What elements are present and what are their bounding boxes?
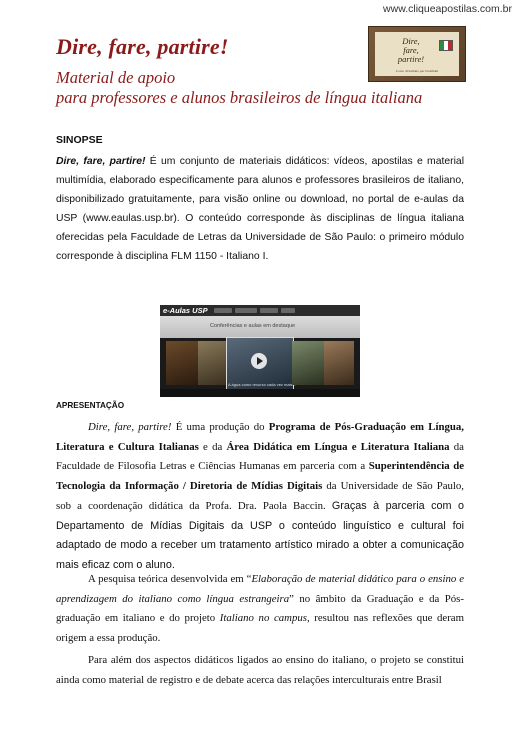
logo-line-2: fare, [403, 45, 419, 55]
sinopse-heading: SINOPSE [56, 134, 103, 146]
video-thumbnail[interactable] [166, 341, 200, 385]
play-icon[interactable] [251, 353, 267, 369]
p1-text: e da [198, 440, 227, 453]
p2-text: , resultou nas reflexões que deram origem a essa produção. [56, 612, 464, 645]
video-top-bar [160, 305, 360, 316]
p1-text: É uma produção do [171, 421, 269, 433]
p1-title-em: Dire, fare, partire! [88, 421, 172, 433]
apresentacao-paragraph-3: Para além dos aspectos didáticos ligados ao ensino do italiano, o projeto se constitui ainda como material de registro e de debate acerca das relações interculturais entre Brasil [56, 654, 464, 686]
apresentacao-paragraph-2 [56, 570, 464, 649]
logo-line-1: Dire, [402, 36, 420, 46]
video-caption: A água como recurso cada vez mais... [228, 382, 296, 387]
p1-text: da Faculdade de Filosofia Letras e Ciências Humanas em parceria com a [56, 440, 464, 473]
p1-area-name: Área Didática em Língua e Literatura Italiana [226, 440, 450, 453]
course-logo [368, 26, 466, 82]
italy-flag-icon [439, 40, 453, 51]
video-thumbnail[interactable] [198, 341, 226, 385]
p2-text: A pesquisa teórica desenvolvida em “ [88, 573, 252, 585]
logo-line-3: partire! [397, 54, 425, 64]
p1-parceria-text: Graças à parceria com o Departamento de Mídias Digitais da USP o conteúdo linguístico e cultural foi adaptado de modo a receber um tratamento artístico mirado a obter a comunicação mais eficaz com o aluno. [56, 499, 464, 571]
document-title: Dire, fare, partire! [56, 34, 229, 59]
subtitle-line-2: para professores e alunos brasileiros de língua italiana [56, 88, 423, 107]
apresentacao-heading: APRESENTAÇÃO [56, 401, 125, 410]
watermark: www.cliqueapostilas.com.br [383, 3, 512, 15]
video-thumbnail[interactable] [292, 341, 324, 385]
p2-research-title: Elaboração de material didático para o ensino e aprendizagem do italiano como língua estrangeira [56, 573, 464, 605]
sinopse-paragraph [56, 152, 464, 266]
video-banner-text: Conferências e aulas em destaque [210, 323, 295, 329]
eaulas-logo: e-Aulas USP [163, 306, 208, 315]
video-banner [160, 316, 360, 338]
sinopse-title-em: Dire, fare, partire! [56, 156, 146, 167]
sinopse-text: É um conjunto de materiais didáticos: vídeos, apostilas e material multimídia, elaborado especificamente para alunos e professores brasileiros de italiano, disponibilizado gratuitamente, para visão online ou download, no portal de e-aulas da USP (www.eaulas.usp.br). O conteúdo corresponde às disciplinas de língua italiana oferecidas pela Faculdade de Letras da Universidade de São Paulo: o primeiro módulo corresponde à disciplina FLM 1150 - Italiano I. [56, 156, 465, 262]
apresentacao-paragraph-1 [56, 418, 464, 576]
p2-text: ” no âmbito da Graduação e da Pós-graduação em italiano e do projeto [56, 592, 464, 625]
p1-superintendencia: Superintendência de Tecnologia da Informação / Diretoria de Mídias Digitais [56, 460, 465, 493]
p1-program-name: Programa de Pós-Graduação em Língua, Literatura e Cultura Italianas [56, 421, 464, 453]
video-thumbnail[interactable] [324, 341, 354, 385]
video-nav [214, 308, 295, 313]
video-preview[interactable] [160, 305, 360, 397]
subtitle-line-1: Material de apoio [56, 68, 176, 87]
p2-project-name: Italiano no campus [219, 612, 307, 625]
video-footer [160, 389, 360, 397]
p1-text: da Universidade de São Paulo, sob a coordenação didática da Profa. Dra. Paola Baccin. [56, 480, 464, 512]
logo-tagline: Corso di italiano per brasiliani [395, 69, 439, 73]
